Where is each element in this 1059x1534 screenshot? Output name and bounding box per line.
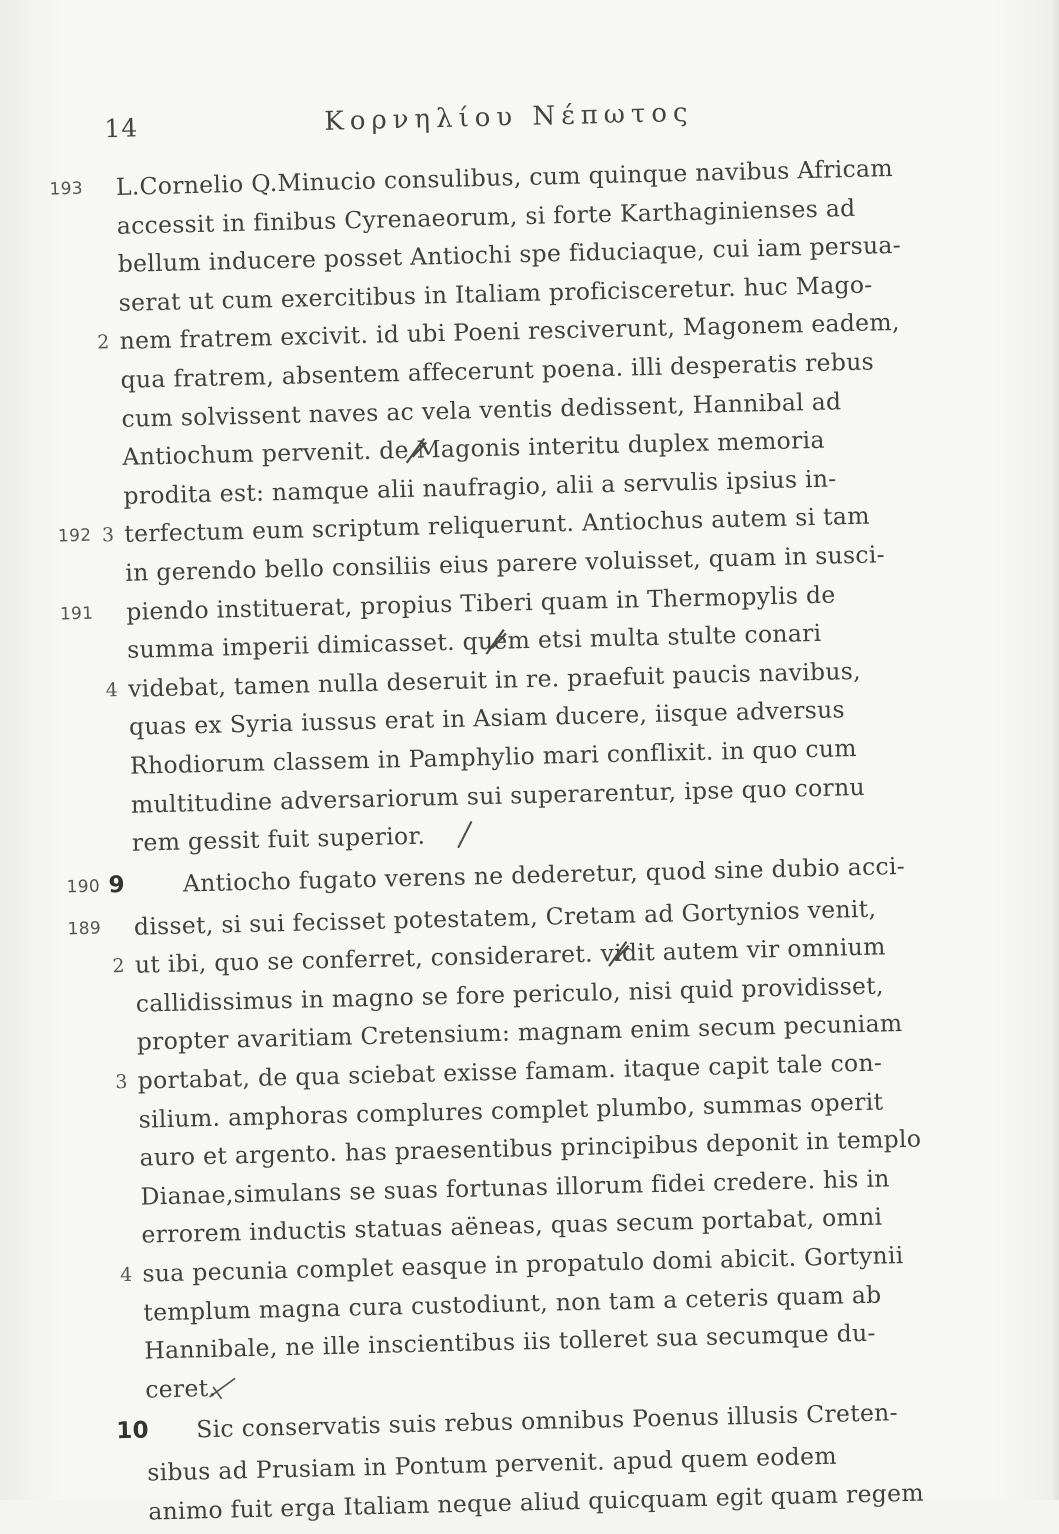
text-line: qua fratrem, absentem affecerunt poena. illi desperatis rebus bbox=[120, 347, 875, 394]
chapter-number: 10 bbox=[115, 1417, 150, 1445]
page-number: 14 bbox=[104, 113, 139, 144]
margin-section: 4 bbox=[105, 678, 119, 702]
margin-year: 191 bbox=[59, 603, 94, 624]
margin-section: 4 bbox=[119, 1263, 133, 1287]
text-line: propter avaritiam Cretensium: magnam enim secum pecuniam bbox=[136, 1009, 903, 1057]
pencil-cross-icon bbox=[207, 1370, 248, 1405]
text-line: ceret. bbox=[145, 1350, 986, 1409]
text-line: cum solvissent naves ac vela ventis dedissent, Hannibal ad bbox=[121, 386, 842, 433]
main-text bbox=[49, 147, 988, 1531]
text-line: 192 3 terfectum eum scriptum reliquerunt. Antiochus autem si tam bbox=[124, 495, 965, 554]
text-line: Antiochum pervenit. de Magonis interitu duplex memoria bbox=[122, 425, 826, 472]
margin-year: 192 bbox=[57, 525, 92, 547]
running-head: Κορνηλίου Νέπωτος bbox=[323, 97, 694, 137]
text-line: 193 L.Cornelio Q.Minucio consulibus, cum quinque navibus Africam bbox=[115, 147, 956, 206]
text-line: multitudine adversariorum sui superarentur, ipse quo cornu bbox=[130, 772, 866, 819]
text-line: quas ex Syria iussus erat in Asiam ducere, iisque adversus bbox=[128, 695, 846, 742]
text-line: serat ut cum exercitibus in Italiam proficisceretur. huc Mago- bbox=[118, 270, 873, 317]
text-line: 191 piendo instituerat, propius Tiberi quam in Thermopylis de bbox=[126, 572, 967, 631]
text-line: errorem inductis statuas aëneas, quas secum portabat, omni bbox=[141, 1202, 883, 1250]
text-line: bellum inducere posset Antiochi spe fiduciaque, cui iam persua- bbox=[117, 230, 902, 279]
margin-year: 189 bbox=[67, 918, 102, 940]
pencil-slash-icon bbox=[402, 432, 433, 467]
pencil-slash-icon bbox=[604, 936, 635, 971]
text-line: Dianae,simulans se suas fortunas illorum fidei credere. his in bbox=[140, 1164, 890, 1211]
margin-section: 2 bbox=[97, 331, 110, 354]
text-line: Rhodiorum classem in Pamphylio mari conflixit. in quo cum bbox=[129, 733, 858, 780]
text-line: in gerendo bello consiliis eius parere voluisset, quam in susci- bbox=[124, 540, 886, 587]
text-line: animo fuit erga Italiam neque aliud quicquam egit quam regem bbox=[147, 1478, 925, 1526]
text-line: 4 sua pecunia complet easque in propatulo domi abicit. Gortynii bbox=[142, 1234, 983, 1293]
text-line: 2 nem fratrem excivit. id ubi Poeni resciverunt, Magonem eadem, bbox=[119, 302, 960, 361]
margin-section: 2 bbox=[112, 955, 126, 978]
pencil-slash-icon bbox=[482, 624, 513, 659]
text-line: rem gessit fuit superior. bbox=[131, 803, 972, 862]
text-line: silium. amphoras complures complet plumbo, summas operit bbox=[138, 1087, 884, 1134]
text-line: auro et argento. has praesentibus principibus deponit in templo bbox=[139, 1124, 922, 1172]
text-line: 2 ut ibi, quo se conferret, consideraret. vidit autem vir omnium bbox=[134, 925, 975, 984]
text-line: 3 portabat, de qua sciebat exisse famam. itaque capit tale con- bbox=[137, 1041, 978, 1100]
text-line: templum magna cura custodiunt, non tam a ceteris quam ab bbox=[143, 1280, 882, 1327]
pencil-slash-icon bbox=[451, 817, 482, 852]
text-line: prodita est: namque alii naufragio, alii a servulis ipsius in- bbox=[123, 464, 837, 510]
text-line: sibus ad Prusiam in Pontum pervenit. apud quem eodem bbox=[146, 1442, 838, 1487]
text-line: accessit in finibus Cyrenaeorum, si forte Karthaginienses ad bbox=[116, 193, 856, 240]
margin-section: 3 bbox=[101, 524, 115, 547]
text-line: summa imperii dimicasset. quem etsi multa stulte conari bbox=[126, 618, 822, 664]
text-line: callidissimus in magno se fore periculo, nisi quid providisset, bbox=[135, 971, 885, 1018]
text-line: 189 disset, si sui fecisset potestatem, Cretam ad Gortynios venit, bbox=[133, 887, 974, 946]
chapter-number: 9 bbox=[108, 871, 126, 899]
margin-year: 190 bbox=[66, 876, 101, 898]
margin-section: 3 bbox=[115, 1070, 129, 1094]
text-line: Hannibale, ne ille inscientibus iis tolleret sua secumque du- bbox=[143, 1318, 877, 1365]
margin-year: 193 bbox=[49, 178, 84, 200]
text-line: 190 9 Antiocho fugato verens ne dederetur, quod sine dubio acci- bbox=[132, 842, 973, 908]
text-line: 10 Sic conservatis suis rebus omnibus Poenus illusis Creten- bbox=[146, 1388, 987, 1454]
text-line: 4 videbat, tamen nulla deseruit in re. praefuit paucis navibus, bbox=[128, 649, 969, 708]
